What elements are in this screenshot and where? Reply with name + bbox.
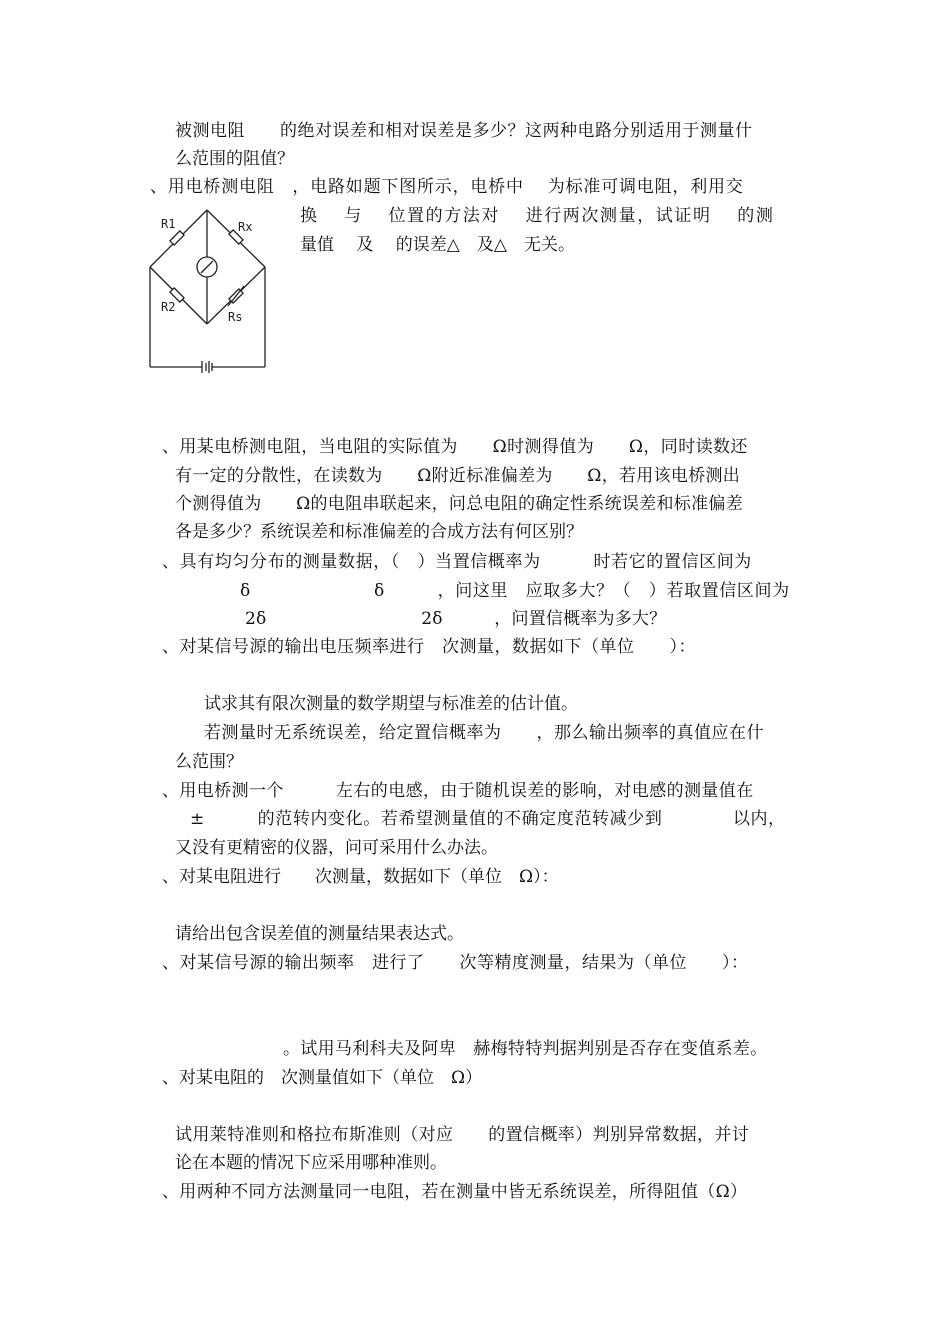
text-line-24: 、对某电阻的 次测量值如下（单位 Ω） [162,1068,483,1088]
text-line-12: 2δ 2δ ，问置信概率为多大？ [245,609,667,629]
text-line-23: 。试用马利科夫及阿卑 赫梅特特判据判别是否存在变值系差。 [283,1039,768,1059]
text-line-7: 有一定的分散性，在读数为 Ω附近标准偏差为 Ω，若用该电桥测出 [175,466,741,486]
resistor-r1-icon [170,231,184,245]
text-line-26: 论在本题的情况下应采用哪种准则。 [175,1153,447,1173]
text-line-21: 请给出包含误差值的测量结果表达式。 [175,924,464,944]
text-line-8: 个测得值为 Ω的电阻串联起来，问总电阻的确定性系统误差和标准偏差 [175,494,743,514]
text-line-17: 、用电桥测一个 左右的电感，由于随机误差的影响，对电感的测量值在 [162,781,754,801]
text-line-13: 、对某信号源的输出电压频率进行 次测量，数据如下（单位 ）： [162,637,696,657]
text-line-6: 、用某电桥测电阻，当电阻的实际值为 Ω时测得值为 Ω，同时读数还 [162,437,748,457]
text-line-10: 、具有均匀分布的测量数据，（ ）当置信概率为 时若它的置信区间为 [162,552,752,572]
label-rx: Rx [238,220,253,234]
text-line-11: δ δ ，问这里 应取多大？（ ）若取置信区间为 [240,581,790,601]
text-line-19: 又没有更精密的仪器，问可采用什么办法。 [175,838,498,858]
text-line-9: 各是多少？系统误差和标准偏差的合成方法有何区别？ [175,522,583,542]
text-line-18: ± 的范转内变化。若希望测量值的不确定度范转减少到 以内， [190,809,786,829]
text-line-25: 试用莱特准则和格拉布斯准则（对应 的置信概率）判别异常数据，并讨 [175,1125,750,1145]
text-line-3: 、用电桥测电阻 ，电路如题下图所示，电桥中 为标准可调电阻，利用交 [150,177,744,197]
variable-arrow [228,286,244,306]
label-r2: R2 [161,300,176,314]
text-line-20: 、对某电阻进行 次测量，数据如下（单位 Ω）： [162,867,559,887]
text-line-15: 若测量时无系统误差，给定置信概率为 ，那么输出频率的真值应在什 [204,723,764,743]
text-line-14: 试求其有限次测量的数学期望与标准差的估计值。 [204,694,578,714]
text-line-2: 么范围的阻值？ [175,149,294,169]
text-line-27: 、用两种不同方法测量同一电阻，若在测量中皆无系统误差，所得阻值（Ω） [162,1182,748,1202]
bridge-circuit-diagram [140,200,280,380]
text-line-22: 、对某信号源的输出频率 进行了 次等精度测量，结果为（单位 ）： [162,953,749,973]
text-line-5: 量值 及 的误差△ 及△ 无关。 [300,235,575,255]
text-line-1: 被测电阻 的绝对误差和相对误差是多少？这两种电路分别适用于测量什 [175,121,753,141]
text-line-4: 换 与 位置的方法对 进行两次测量，试证明 的测 [300,206,775,226]
text-line-16: 么范围？ [175,752,243,772]
label-rs: Rs [228,310,243,324]
label-r1: R1 [161,217,176,231]
